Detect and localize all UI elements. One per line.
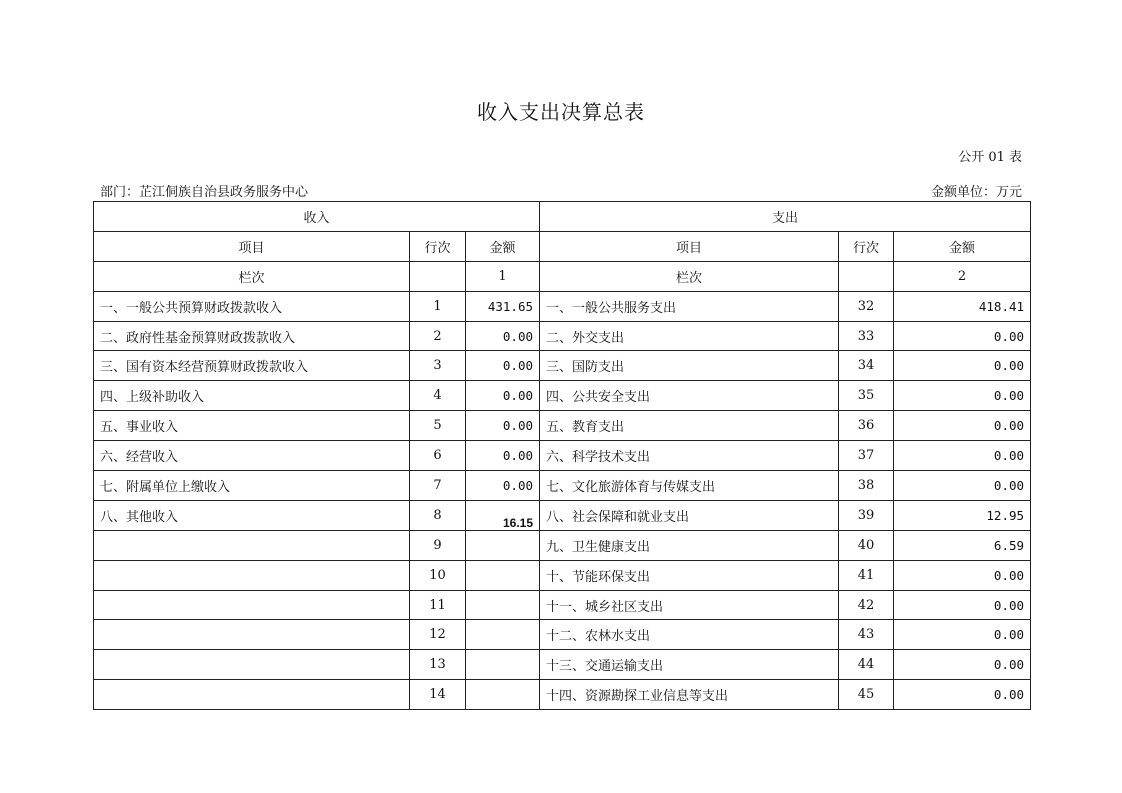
expenditure-item-cell: 五、教育支出: [540, 411, 839, 441]
table-row: [94, 351, 1031, 381]
expenditure-row-no-cell: 32: [839, 291, 894, 321]
table-row: [94, 680, 1031, 710]
expenditure-row-no-cell: 36: [839, 411, 894, 441]
income-column-number: 1: [466, 261, 540, 291]
expenditure-amount-cell: 418.41: [894, 291, 1031, 321]
expenditure-item-cell: 十二、农林水支出: [540, 620, 839, 650]
expenditure-item-cell: 七、文化旅游体育与传媒支出: [540, 471, 839, 501]
income-item-cell: 三、国有资本经营预算财政拨款收入: [94, 351, 410, 381]
expenditure-row-no-cell: 39: [839, 500, 894, 530]
income-amount-cell: 16.15: [466, 500, 540, 530]
income-item-cell: [94, 650, 410, 680]
table-row: [94, 441, 1031, 471]
table-row: [94, 471, 1031, 501]
expenditure-item-cell: 三、国防支出: [540, 351, 839, 381]
table-header-row-column-numbers: [94, 261, 1031, 291]
income-row-no-cell: 8: [410, 500, 466, 530]
income-amount-cell: 0.00: [466, 351, 540, 381]
expenditure-item-cell: 十四、资源勘探工业信息等支出: [540, 680, 839, 710]
table-row: [94, 500, 1031, 530]
table-header-row-section: [94, 202, 1031, 232]
table-row: [94, 620, 1031, 650]
unit-label: 金额单位：万元: [930, 185, 1022, 200]
table-row: [94, 650, 1031, 680]
expenditure-header: 支出: [540, 202, 1031, 232]
income-item-cell: [94, 590, 410, 620]
expenditure-item-cell: 二、外交支出: [540, 321, 839, 351]
income-row-no-cell: 1: [410, 291, 466, 321]
income-row-no-cell: 2: [410, 321, 466, 351]
income-item-cell: [94, 530, 410, 560]
expenditure-amount-cell: 6.59: [894, 530, 1031, 560]
expenditure-item-cell: 十一、城乡社区支出: [540, 590, 839, 620]
expenditure-row-no-header: 行次: [839, 231, 894, 261]
expenditure-column-number: 2: [894, 261, 1031, 291]
income-amount-cell: [466, 560, 540, 590]
expenditure-item-cell: 六、科学技术支出: [540, 441, 839, 471]
expenditure-amount-header: 金额: [894, 231, 1031, 261]
expenditure-row-no-blank: [839, 261, 894, 291]
page-title: 收入支出决算总表: [477, 100, 645, 124]
table-code: 公开 01 表: [958, 150, 1022, 165]
income-item-cell: 六、经营收入: [94, 441, 410, 471]
income-item-cell: 二、政府性基金预算财政拨款收入: [94, 321, 410, 351]
income-row-no-cell: 10: [410, 560, 466, 590]
expenditure-row-no-cell: 45: [839, 680, 894, 710]
income-item-cell: [94, 680, 410, 710]
income-amount-cell: [466, 650, 540, 680]
table-row: [94, 560, 1031, 590]
table-row: [94, 381, 1031, 411]
income-row-no-cell: 6: [410, 441, 466, 471]
income-amount-header: 金额: [466, 231, 540, 261]
income-item-cell: [94, 560, 410, 590]
income-row-no-cell: 14: [410, 680, 466, 710]
table-header-row-columns: [94, 231, 1031, 261]
income-item-cell: 七、附属单位上缴收入: [94, 471, 410, 501]
income-item-cell: 八、其他收入: [94, 500, 410, 530]
income-row-no-cell: 5: [410, 411, 466, 441]
income-amount-cell: [466, 530, 540, 560]
income-amount-cell: [466, 680, 540, 710]
expenditure-item-cell: 十、节能环保支出: [540, 560, 839, 590]
income-amount-cell: 0.00: [466, 441, 540, 471]
expenditure-amount-cell: 0.00: [894, 381, 1031, 411]
expenditure-amount-cell: 0.00: [894, 590, 1031, 620]
income-amount-cell: 0.00: [466, 411, 540, 441]
department-label: 部门：芷江侗族自治县政务服务中心: [100, 185, 309, 200]
expenditure-row-no-cell: 38: [839, 471, 894, 501]
income-item-cell: 五、事业收入: [94, 411, 410, 441]
expenditure-row-no-cell: 35: [839, 381, 894, 411]
expenditure-item-cell: 一、一般公共服务支出: [540, 291, 839, 321]
income-row-no-header: 行次: [410, 231, 466, 261]
table-row: [94, 590, 1031, 620]
expenditure-item-cell: 四、公共安全支出: [540, 381, 839, 411]
income-amount-cell: 431.65: [466, 291, 540, 321]
expenditure-row-no-cell: 43: [839, 620, 894, 650]
expenditure-row-no-cell: 41: [839, 560, 894, 590]
income-item-cell: [94, 620, 410, 650]
income-row-no-cell: 3: [410, 351, 466, 381]
expenditure-row-no-cell: 44: [839, 650, 894, 680]
income-expenditure-table: [93, 201, 1031, 710]
expenditure-amount-cell: 0.00: [894, 441, 1031, 471]
income-row-no-cell: 12: [410, 620, 466, 650]
income-amount-cell: [466, 590, 540, 620]
expenditure-row-no-cell: 37: [839, 441, 894, 471]
income-row-no-cell: 4: [410, 381, 466, 411]
expenditure-item-cell: 八、社会保障和就业支出: [540, 500, 839, 530]
expenditure-row-no-cell: 40: [839, 530, 894, 560]
income-row-no-cell: 7: [410, 471, 466, 501]
expenditure-amount-cell: 0.00: [894, 411, 1031, 441]
expenditure-row-no-cell: 33: [839, 321, 894, 351]
table-row: [94, 291, 1031, 321]
income-column-label: 栏次: [94, 261, 410, 291]
expenditure-amount-cell: 0.00: [894, 680, 1031, 710]
income-amount-cell: 0.00: [466, 471, 540, 501]
income-item-cell: 一、一般公共预算财政拨款收入: [94, 291, 410, 321]
expenditure-amount-cell: 0.00: [894, 321, 1031, 351]
expenditure-amount-cell: 0.00: [894, 560, 1031, 590]
expenditure-amount-cell: 12.95: [894, 500, 1031, 530]
income-header: 收入: [94, 202, 540, 232]
expenditure-amount-cell: 0.00: [894, 650, 1031, 680]
expenditure-amount-cell: 0.00: [894, 620, 1031, 650]
expenditure-row-no-cell: 42: [839, 590, 894, 620]
income-row-no-cell: 9: [410, 530, 466, 560]
table-row: [94, 411, 1031, 441]
expenditure-item-cell: 十三、交通运输支出: [540, 650, 839, 680]
table-row: [94, 321, 1031, 351]
income-amount-cell: [466, 620, 540, 650]
table-row: [94, 530, 1031, 560]
expenditure-item-cell: 九、卫生健康支出: [540, 530, 839, 560]
income-row-no-cell: 11: [410, 590, 466, 620]
expenditure-row-no-cell: 34: [839, 351, 894, 381]
expenditure-amount-cell: 0.00: [894, 351, 1031, 381]
income-amount-cell: 0.00: [466, 321, 540, 351]
expenditure-amount-cell: 0.00: [894, 471, 1031, 501]
expenditure-column-label: 栏次: [540, 261, 839, 291]
income-row-no-cell: 13: [410, 650, 466, 680]
income-item-cell: 四、上级补助收入: [94, 381, 410, 411]
income-amount-cell: 0.00: [466, 381, 540, 411]
income-row-no-blank: [410, 261, 466, 291]
income-item-header: 项目: [94, 231, 410, 261]
expenditure-item-header: 项目: [540, 231, 839, 261]
